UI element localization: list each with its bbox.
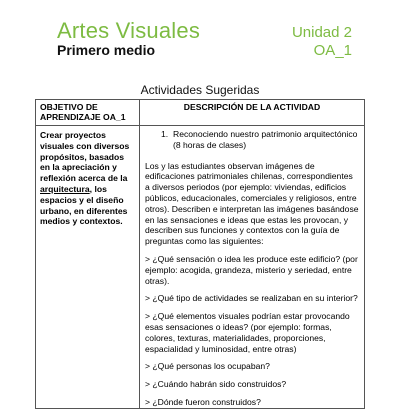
table-row bbox=[36, 126, 365, 409]
activities-table bbox=[35, 99, 365, 409]
guide-question: > ¿Qué elementos visuales podrían estar provocando esas sensaciones o ideas? (por ejemplo: formas, colores, texturas, materialidades, proporciones, espacialidad y luminosidad, entre otras) bbox=[145, 311, 350, 354]
grade-subtitle: Primero medio bbox=[57, 42, 156, 58]
guide-question: > ¿Cuándo habrán sido construidos? bbox=[145, 379, 287, 390]
activity-heading bbox=[145, 129, 359, 151]
guide-question: > ¿Qué personas los ocupaban? bbox=[145, 361, 270, 372]
guide-question: > ¿Qué tipo de actividades se realizaban en su interior? bbox=[145, 293, 358, 304]
objective-keyword: arquitectura bbox=[40, 183, 90, 194]
section-title: Actividades Sugeridas bbox=[140, 83, 260, 97]
oa-label: OA_1 bbox=[313, 42, 352, 59]
guide-question: > ¿Dónde fueron construidos? bbox=[145, 396, 261, 407]
guide-question: > ¿Qué sensación o idea les produce este edificio? (por ejemplo: acogida, grandeza, misterio y seriedad, entre otras). bbox=[145, 253, 358, 286]
description-cell bbox=[140, 126, 365, 409]
activity-title: Reconociendo nuestro patrimonio arquitectónico (8 horas de clases) bbox=[173, 129, 358, 150]
table-header-row bbox=[36, 100, 365, 126]
unit-label: Unidad 2 bbox=[291, 24, 352, 41]
subject-title: Artes Visuales bbox=[57, 18, 201, 43]
objective-column-header: OBJETIVO DE APRENDIZAJE OA_1 bbox=[36, 100, 140, 126]
objective-text-end: , los espacios y el diseño urbano, en diferentes medios y contextos. bbox=[40, 183, 128, 227]
description-column-header: DESCRIPCIÓN DE LA ACTIVIDAD bbox=[140, 100, 365, 126]
objective-text-start: Crear proyectos visuales con diversos propósitos, basados en la apreciación y reflexión acerca de la bbox=[40, 130, 130, 184]
activity-intro: Los y las estudiantes observan imágenes de edificaciones patrimoniales chilenas, correspondientes a diversos periodos (por ejemplo: viviendas, edificios públicos, educacionales, comerciales y religiosos, entre otros). Describen e interpretan las imágenes basándose en las sensaciones e ideas que estas les provocan, y describen sus funciones y contextos con la guía de preguntas como las siguientes: bbox=[145, 160, 359, 247]
document-header bbox=[0, 0, 400, 70]
activity-number: 1. bbox=[161, 129, 169, 139]
objective-cell bbox=[36, 126, 140, 409]
